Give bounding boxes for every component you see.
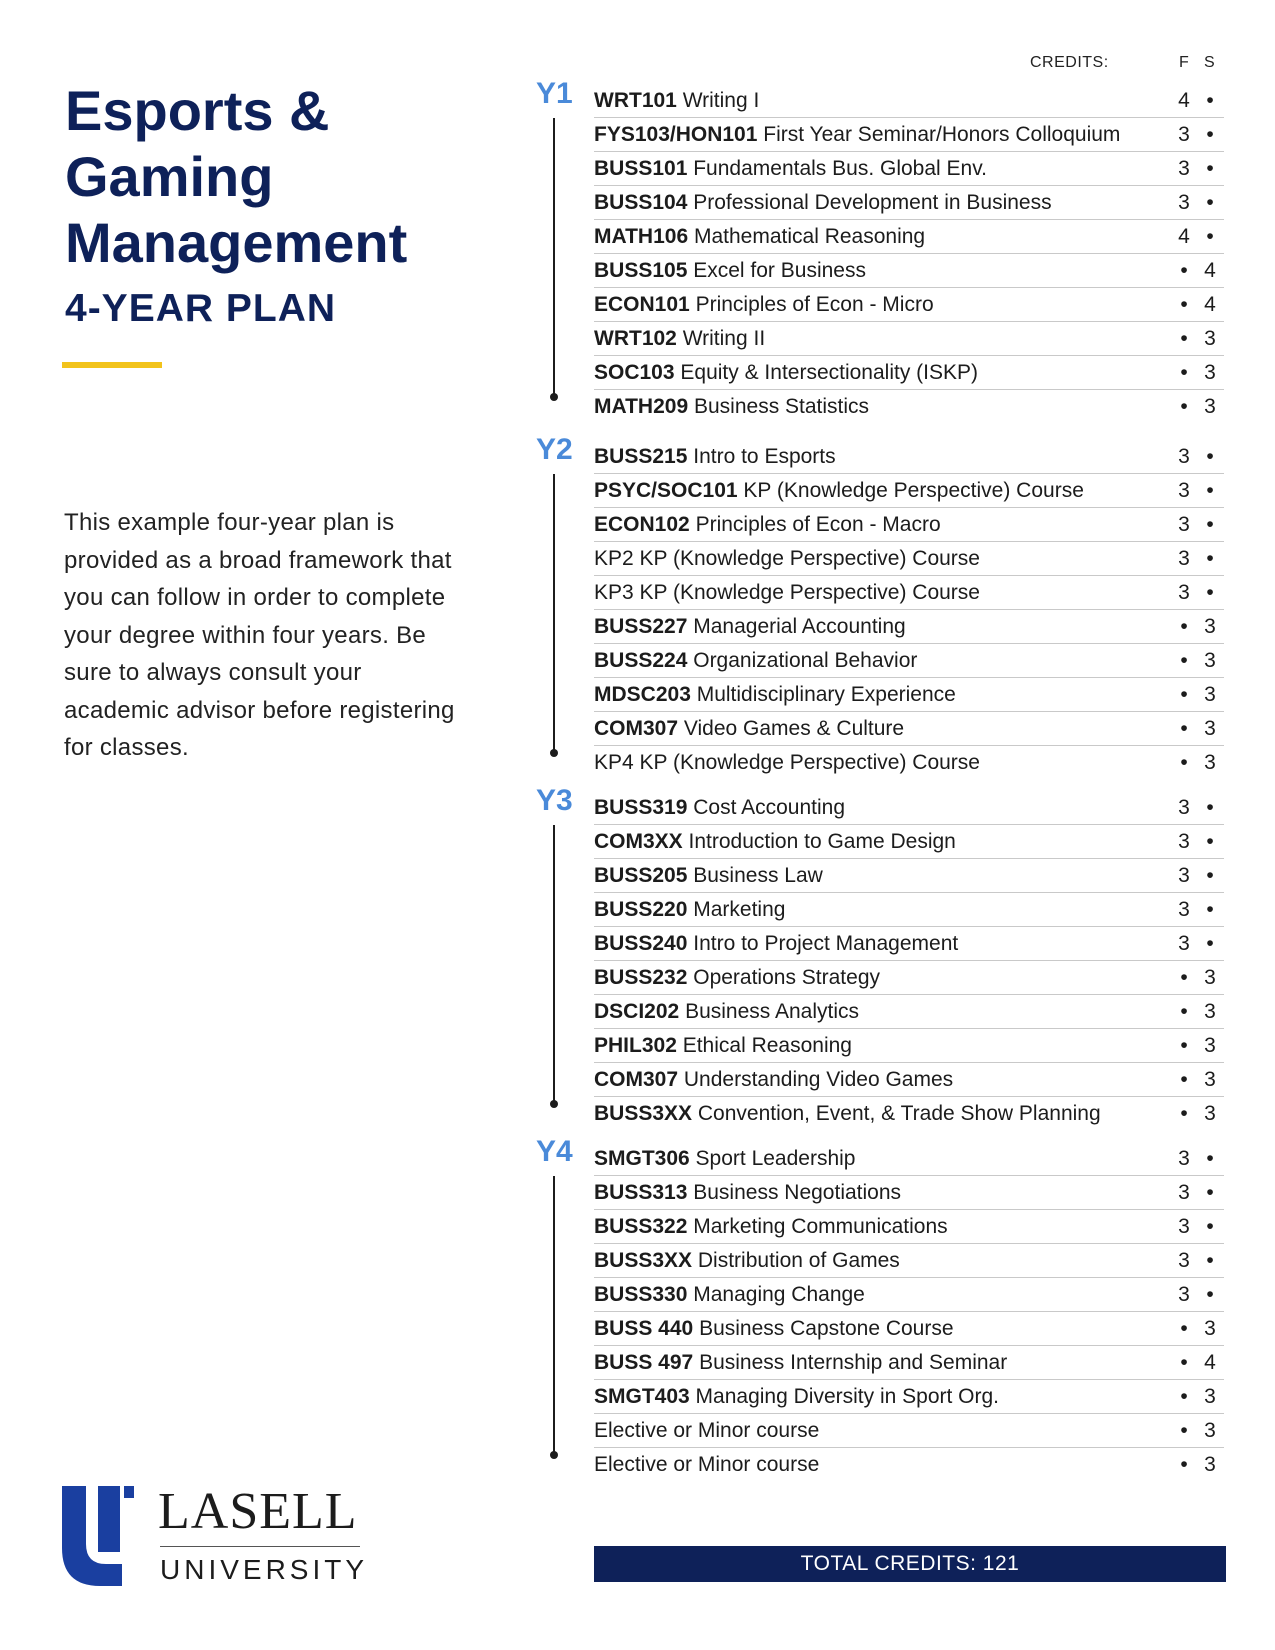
course-list [594, 791, 1224, 1130]
course-code: PSYC/SOC101 [594, 479, 738, 502]
course-code: SMGT306 [594, 1147, 690, 1170]
course-row [594, 893, 1224, 927]
fall-credits: • [1180, 1068, 1188, 1091]
year-label: Y1 [536, 77, 573, 110]
course-name: Cost Accounting [693, 796, 845, 819]
spring-credits: • [1206, 157, 1214, 180]
spring-credits: 3 [1204, 361, 1216, 384]
spring-credits: • [1206, 191, 1214, 214]
fall-credits: • [1180, 293, 1188, 316]
course-name: Distribution of Games [697, 1249, 900, 1272]
spring-credits: 3 [1204, 1419, 1216, 1442]
spring-credits: • [1206, 1215, 1214, 1238]
spring-credits: • [1206, 445, 1214, 468]
course-row [594, 1029, 1224, 1063]
fall-credits: 4 [1178, 89, 1190, 112]
course-row [594, 644, 1224, 678]
fall-credits: 3 [1178, 1249, 1190, 1272]
course-code: ECON102 [594, 513, 690, 536]
university-logo [62, 1483, 392, 1586]
timeline-end-dot [550, 1451, 558, 1459]
course-row [594, 508, 1224, 542]
course-name: Business Statistics [693, 395, 870, 418]
spring-credits: • [1206, 89, 1214, 112]
course-code: BUSS313 [594, 1181, 688, 1204]
course-row [594, 152, 1224, 186]
fall-credits: • [1180, 1000, 1188, 1023]
logo-name: LASELL [158, 1483, 358, 1540]
course-code: BUSS319 [594, 796, 688, 819]
spring-credits: • [1206, 1249, 1214, 1272]
fall-credits: • [1180, 395, 1188, 418]
course-code: BUSS101 [594, 157, 688, 180]
course-code: BUSS104 [594, 191, 688, 214]
course-name: Business Negotiations [693, 1181, 902, 1204]
course-name: KP2 KP (Knowledge Perspective) Course [594, 547, 980, 570]
fall-credits: 3 [1178, 830, 1190, 853]
spring-credits: • [1206, 581, 1214, 604]
spring-credits: 3 [1204, 1000, 1216, 1023]
course-name: Sport Leadership [695, 1147, 856, 1170]
fall-credits: 4 [1178, 225, 1190, 248]
logo-mark-icon [62, 1486, 142, 1586]
course-code: BUSS205 [594, 864, 688, 887]
course-row [594, 440, 1224, 474]
course-code: MATH209 [594, 395, 689, 418]
course-code: MDSC203 [594, 683, 691, 706]
course-row [594, 84, 1224, 118]
course-name: Business Law [693, 864, 823, 887]
course-code: BUSS220 [594, 898, 688, 921]
course-code: BUSS 440 [594, 1317, 694, 1340]
course-name: Excel for Business [693, 259, 866, 282]
timeline-end-dot [550, 1100, 558, 1108]
course-name: Understanding Video Games [683, 1068, 954, 1091]
spring-credits: 3 [1204, 966, 1216, 989]
course-name: Principles of Econ - Macro [695, 513, 941, 536]
year-label: Y2 [536, 433, 573, 466]
spring-credits: • [1206, 932, 1214, 955]
course-code: SMGT403 [594, 1385, 690, 1408]
fall-credits: • [1180, 683, 1188, 706]
course-list [594, 440, 1224, 779]
fall-credits: • [1180, 327, 1188, 350]
course-code: SOC103 [594, 361, 675, 384]
spring-credits: 3 [1204, 615, 1216, 638]
course-code: BUSS3XX [594, 1249, 693, 1272]
credits-header-fall: F [1179, 54, 1190, 71]
fall-credits: 3 [1178, 157, 1190, 180]
spring-credits: 3 [1204, 683, 1216, 706]
course-name: KP4 KP (Knowledge Perspective) Course [594, 751, 980, 774]
course-code: BUSS224 [594, 649, 688, 672]
year-timeline [553, 825, 555, 1104]
course-row [594, 1380, 1224, 1414]
timeline-end-dot [550, 393, 558, 401]
course-row [594, 118, 1224, 152]
course-name: Marketing [693, 898, 786, 921]
spring-credits: 3 [1204, 1317, 1216, 1340]
fall-credits: 3 [1178, 445, 1190, 468]
course-name: Managing Diversity in Sport Org. [695, 1385, 1000, 1408]
course-row [594, 1142, 1224, 1176]
course-code: WRT102 [594, 327, 677, 350]
course-code: BUSS3XX [594, 1102, 693, 1125]
spring-credits: 4 [1204, 1351, 1216, 1374]
credits-header-spring: S [1204, 54, 1216, 71]
course-row [594, 1097, 1224, 1130]
spring-credits: • [1206, 1283, 1214, 1306]
course-code: WRT101 [594, 89, 677, 112]
course-name: Business Analytics [685, 1000, 859, 1023]
spring-credits: 3 [1204, 395, 1216, 418]
course-row [594, 576, 1224, 610]
fall-credits: 3 [1178, 932, 1190, 955]
course-code: MATH106 [594, 225, 689, 248]
course-name: Elective or Minor course [594, 1453, 820, 1476]
course-code: BUSS322 [594, 1215, 688, 1238]
course-row [594, 542, 1224, 576]
course-code: COM3XX [594, 830, 683, 853]
course-row [594, 791, 1224, 825]
course-name: Business Internship and Seminar [699, 1351, 1008, 1374]
course-name: Fundamentals Bus. Global Env. [693, 157, 987, 180]
spring-credits: 3 [1204, 327, 1216, 350]
course-row [594, 961, 1224, 995]
course-row [594, 288, 1224, 322]
course-code: BUSS240 [594, 932, 688, 955]
spring-credits: 3 [1204, 1453, 1216, 1476]
course-code: PHIL302 [594, 1034, 677, 1057]
course-code: BUSS227 [594, 615, 688, 638]
intro-paragraph: This example four-year plan is provided as a broad framework that you can follow in order to complete your degree within four years. Be sure to always consult your academic advisor before registering for classes. [64, 509, 455, 761]
course-row [594, 186, 1224, 220]
year-label: Y3 [536, 784, 573, 817]
spring-credits: • [1206, 225, 1214, 248]
course-code: FYS103/HON101 [594, 123, 758, 146]
fall-credits: 3 [1178, 547, 1190, 570]
course-code: COM307 [594, 1068, 679, 1091]
fall-credits: 3 [1178, 191, 1190, 214]
spring-credits: • [1206, 898, 1214, 921]
fall-credits: • [1180, 1453, 1188, 1476]
credits-header [1030, 54, 1220, 72]
spring-credits: • [1206, 830, 1214, 853]
course-row [594, 1448, 1224, 1481]
spring-credits: 3 [1204, 717, 1216, 740]
course-name: Business Capstone Course [699, 1317, 954, 1340]
spring-credits: • [1206, 547, 1214, 570]
page-subtitle: 4-YEAR PLAN [65, 287, 337, 330]
fall-credits: • [1180, 1034, 1188, 1057]
fall-credits: • [1180, 751, 1188, 774]
course-row [594, 610, 1224, 644]
fall-credits: • [1180, 1385, 1188, 1408]
fall-credits: 3 [1178, 513, 1190, 536]
spring-credits: • [1206, 1147, 1214, 1170]
course-name: Managerial Accounting [693, 615, 906, 638]
course-name: Introduction to Game Design [688, 830, 956, 853]
course-name: Elective or Minor course [594, 1419, 820, 1442]
course-name: Principles of Econ - Micro [695, 293, 934, 316]
course-name: Mathematical Reasoning [693, 225, 926, 248]
course-name: Ethical Reasoning [682, 1034, 852, 1057]
spring-credits: • [1206, 796, 1214, 819]
course-row [594, 1414, 1224, 1448]
course-name: Operations Strategy [693, 966, 880, 989]
course-row [594, 1176, 1224, 1210]
course-name: Equity & Intersectionality (ISKP) [680, 361, 979, 384]
course-name: Video Games & Culture [683, 717, 905, 740]
course-code: BUSS 497 [594, 1351, 694, 1374]
course-name: Intro to Esports [693, 445, 836, 468]
year-label: Y4 [536, 1135, 573, 1168]
spring-credits: • [1206, 864, 1214, 887]
total-credits-bar: TOTAL CREDITS: 121 [594, 1546, 1226, 1582]
course-name: Convention, Event, & Trade Show Planning [697, 1102, 1101, 1125]
course-row [594, 825, 1224, 859]
fall-credits: • [1180, 966, 1188, 989]
course-row [594, 746, 1224, 779]
fall-credits: 3 [1178, 1181, 1190, 1204]
course-row [594, 1063, 1224, 1097]
logo-sub: UNIVERSITY [160, 1554, 369, 1585]
fall-credits: • [1180, 1102, 1188, 1125]
spring-credits: 4 [1204, 293, 1216, 316]
spring-credits: 3 [1204, 649, 1216, 672]
fall-credits: 3 [1178, 123, 1190, 146]
accent-divider [62, 362, 162, 368]
spring-credits: • [1206, 513, 1214, 536]
course-name: Professional Development in Business [693, 191, 1052, 214]
fall-credits: • [1180, 259, 1188, 282]
course-code: BUSS232 [594, 966, 688, 989]
course-row [594, 474, 1224, 508]
fall-credits: 3 [1178, 479, 1190, 502]
course-name: Marketing Communications [693, 1215, 948, 1238]
course-row [594, 390, 1224, 423]
fall-credits: 3 [1178, 581, 1190, 604]
course-row [594, 859, 1224, 893]
page-title: Esports & Gaming Management [65, 79, 408, 274]
course-code: BUSS330 [594, 1283, 688, 1306]
fall-credits: • [1180, 649, 1188, 672]
course-code: ECON101 [594, 293, 690, 316]
spring-credits: 3 [1204, 1034, 1216, 1057]
course-name: Writing II [682, 327, 766, 350]
fall-credits: 3 [1178, 864, 1190, 887]
course-name: Writing I [682, 89, 760, 112]
spring-credits: • [1206, 479, 1214, 502]
fall-credits: • [1180, 1419, 1188, 1442]
course-row [594, 1278, 1224, 1312]
course-code: DSCI202 [594, 1000, 680, 1023]
credits-header-label: CREDITS: [1030, 54, 1109, 71]
logo-rule [160, 1546, 360, 1547]
course-name: KP3 KP (Knowledge Perspective) Course [594, 581, 980, 604]
spring-credits: 3 [1204, 1385, 1216, 1408]
course-row [594, 712, 1224, 746]
year-timeline [553, 118, 555, 397]
fall-credits: • [1180, 1317, 1188, 1340]
course-row [594, 220, 1224, 254]
fall-credits: 3 [1178, 1283, 1190, 1306]
course-row [594, 995, 1224, 1029]
spring-credits: 3 [1204, 1102, 1216, 1125]
course-row [594, 678, 1224, 712]
course-code: BUSS105 [594, 259, 688, 282]
fall-credits: 3 [1178, 1147, 1190, 1170]
fall-credits: • [1180, 615, 1188, 638]
timeline-end-dot [550, 749, 558, 757]
course-name: Organizational Behavior [693, 649, 918, 672]
course-row [594, 356, 1224, 390]
spring-credits: 3 [1204, 751, 1216, 774]
course-row [594, 322, 1224, 356]
course-code: COM307 [594, 717, 679, 740]
fall-credits: • [1180, 361, 1188, 384]
course-row [594, 1312, 1224, 1346]
course-row [594, 1244, 1224, 1278]
fall-credits: • [1180, 1351, 1188, 1374]
spring-credits: 3 [1204, 1068, 1216, 1091]
course-name: Intro to Project Management [693, 932, 959, 955]
course-list [594, 84, 1224, 423]
course-name: Managing Change [693, 1283, 865, 1306]
course-code: BUSS215 [594, 445, 688, 468]
fall-credits: 3 [1178, 796, 1190, 819]
spring-credits: • [1206, 123, 1214, 146]
course-name: Multidisciplinary Experience [696, 683, 956, 706]
spring-credits: 4 [1204, 259, 1216, 282]
spring-credits: • [1206, 1181, 1214, 1204]
course-row [594, 254, 1224, 288]
fall-credits: 3 [1178, 898, 1190, 921]
course-name: KP (Knowledge Perspective) Course [743, 479, 1084, 502]
course-row [594, 1210, 1224, 1244]
course-row [594, 1346, 1224, 1380]
year-timeline [553, 1176, 555, 1455]
course-name: First Year Seminar/Honors Colloquium [763, 123, 1121, 146]
course-row [594, 927, 1224, 961]
course-list [594, 1142, 1224, 1481]
year-timeline [553, 474, 555, 753]
fall-credits: 3 [1178, 1215, 1190, 1238]
fall-credits: • [1180, 717, 1188, 740]
